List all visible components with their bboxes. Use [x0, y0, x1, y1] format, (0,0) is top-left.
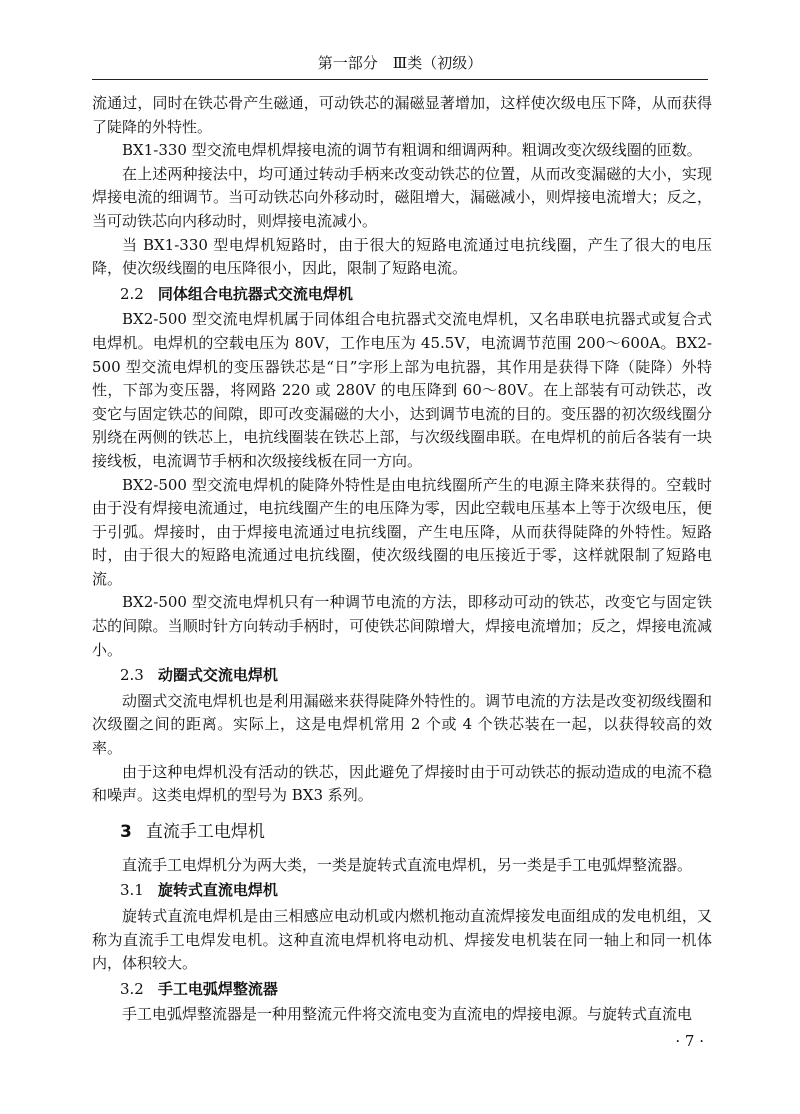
section-title: 手工电弧焊整流器	[157, 979, 278, 998]
section-title: 同体组合电抗器式交流电焊机	[157, 284, 353, 303]
paragraph: 在上述两种接法中，均可通过转动手柄来改变动铁芯的位置，从而改变漏磁的大小，实现焊接电流的细调节。当可动铁芯向外移动时，磁阻增大，漏磁减小，则焊接电流增大；反之，当可动铁芯向内移动时，则焊接电流减小。	[92, 164, 712, 230]
section-heading-3	[120, 820, 712, 844]
paragraph: 直流手工电焊机分为两大类，一类是旋转式直流电焊机，另一类是手工电弧焊整流器。	[122, 855, 693, 874]
section-title: 直流手工电焊机	[145, 821, 265, 842]
section-title: 动圈式交流电焊机	[157, 666, 278, 685]
section-heading-2-3	[120, 664, 712, 688]
section-title: 旋转式直流电焊机	[157, 881, 278, 900]
paragraph: BX2-500 型交流电焊机只有一种调节电流的方法，即移动可动的铁芯，改变它与固定铁芯的间隙。当顺时针方向转动手柄时，可使铁芯间隙增大，焊接电流增加；反之，焊接电流减小。	[92, 593, 712, 659]
section-number: 3	[120, 821, 132, 842]
paragraph: 动圈式交流电焊机也是利用漏磁来获得陡降外特性的。调节电流的方法是改变初级线圈和次级圈之间的距离。实际上，这是电焊机常用 2 个或 4 个铁芯装在一起，以获得较高的效率。	[92, 691, 712, 758]
paragraph: BX2-500 型交流电焊机的陡降外特性是由电抗线圈所产生的电源主降来获得的。空载时由于没有焊接电流通过，电抗线圈产生的电压降为零，因此空载电压基本上等于次级电压，便于引弧。焊接时，由于焊接电流通过电抗线圈，产生电压降，从而获得陡降的外特性。短路时，由于很大的短路电流通过电抗线圈，使次级线圈的电压接近于零，这样就限制了短路电流。	[92, 475, 712, 588]
page-number: · 7 ·	[675, 1032, 704, 1050]
page-header: 第一部分 Ⅲ类（初级）	[317, 54, 483, 72]
header-rule	[92, 79, 708, 80]
section-number: 2.3	[120, 666, 144, 685]
section-number: 2.2	[120, 284, 144, 303]
paragraph: BX1-330 型交流电焊机焊接电流的调节有粗调和细调两种。粗调改变次级线圈的匝数。	[122, 141, 702, 160]
section-heading-3-2	[120, 978, 712, 1002]
paragraph: 流通过，同时在铁芯骨产生磁通，可动铁芯的漏磁显著增加，这样使次级电压下降，从而获得了陡降的外特性。	[92, 94, 712, 136]
paragraph: 当 BX1-330 型电焊机短路时，由于很大的短路电流通过电抗线圈，产生了很大的电压降，使次级线圈的电压降很小，因此，限制了短路电流。	[92, 235, 712, 278]
page-body	[92, 92, 712, 1027]
paragraph: 旋转式直流电焊机是由三相感应电动机或内燃机拖动直流焊接发电面组成的发电机组，又称为直流手工电焊发电机。这种直流电焊机将电动机、焊接发电机装在同一轴上和同一机体内，体积较大。	[92, 907, 712, 973]
section-number: 3.1	[120, 881, 144, 900]
paragraph: 由于这种电焊机没有活动的铁芯，因此避免了焊接时由于可动铁芯的振动造成的电流不稳和噪声。这类电焊机的型号为 BX3 系列。	[92, 762, 712, 805]
paragraph: 手工电弧焊整流器是一种用整流元件将交流电变为直流电的焊接电源。与旋转式直流电	[122, 1005, 693, 1024]
section-heading-3-1	[120, 879, 712, 903]
section-heading-2-2	[120, 283, 712, 307]
section-number: 3.2	[120, 979, 144, 998]
paragraph: BX2-500 型交流电焊机属于同体组合电抗器式交流电焊机，又名串联电抗器式或复合式电焊机。电焊机的空载电压为 80V，工作电压为 45.5V，电流调节范围 200～600A。BX2-500 型交流电焊机的变压器铁芯是“日”字形上部为电抗器，其作用是获得下降（陡降）外特性，下部为变压器，将网路 220 或 280V 的电压降到 60～80V。在上部装有可动铁芯，改变它与固定铁芯的间隙，即可改变漏磁的大小，达到调节电流的目的。变压器的初次级线圈分别绕在两侧的铁芯上，电抗线圈装在铁芯上部，与次级线圈串联。在电焊机的前后各装有一块接线板，电流调节手柄和次级接线板在同一方向。	[92, 310, 712, 470]
